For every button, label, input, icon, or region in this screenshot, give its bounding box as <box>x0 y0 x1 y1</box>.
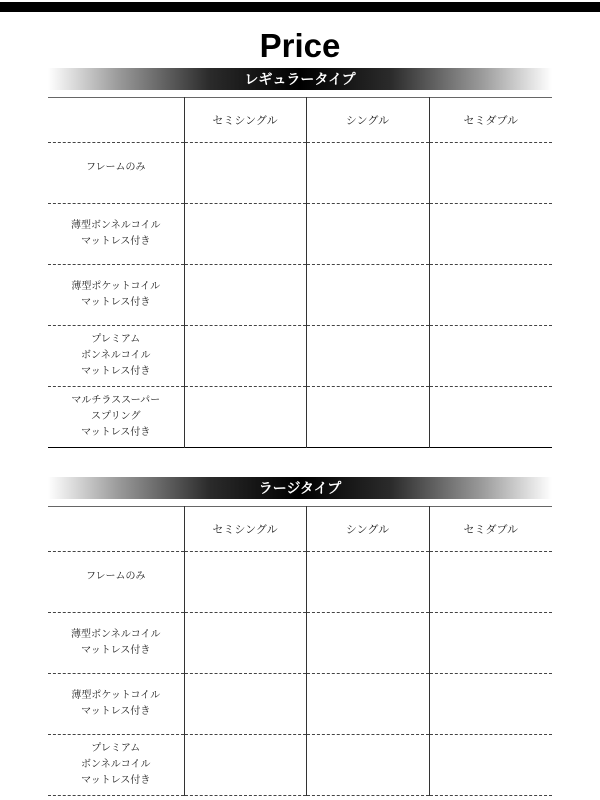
table-row <box>48 265 552 326</box>
row-label-line: プレミアム <box>91 743 141 754</box>
row-label-line: ボンネルコイル <box>81 350 151 361</box>
column-header: セミダブル <box>429 507 552 552</box>
table-row <box>48 143 552 204</box>
price-cell <box>306 552 429 613</box>
price-table-regular <box>48 97 552 448</box>
section-header-large: ラージタイプ <box>48 477 552 499</box>
row-label-line: 薄型ボンネルコイル <box>71 220 161 231</box>
table-row <box>48 552 552 613</box>
price-cell <box>429 552 552 613</box>
row-label <box>48 143 184 204</box>
row-label-line: マットレス付き <box>81 297 151 308</box>
price-cell <box>184 674 306 735</box>
price-cell <box>429 326 552 387</box>
table-row <box>48 674 552 735</box>
row-label-line: マットレス付き <box>81 427 151 438</box>
price-cell <box>184 326 306 387</box>
price-cell <box>429 387 552 448</box>
row-label <box>48 265 184 326</box>
table-row <box>48 387 552 448</box>
table-header-row <box>48 507 552 552</box>
price-cell <box>184 735 306 796</box>
price-cell <box>306 143 429 204</box>
row-label <box>48 735 184 796</box>
price-cell <box>306 674 429 735</box>
row-label <box>48 613 184 674</box>
row-label <box>48 204 184 265</box>
column-header: セミシングル <box>184 507 306 552</box>
row-label-line: マットレス付き <box>81 236 151 247</box>
row-label <box>48 552 184 613</box>
price-cell <box>184 613 306 674</box>
price-cell <box>429 204 552 265</box>
section-header-regular: レギュラータイプ <box>48 68 552 90</box>
table-row <box>48 735 552 796</box>
row-label-line: マルチラススーパー <box>71 395 161 406</box>
table-header-row <box>48 98 552 143</box>
price-cell <box>184 143 306 204</box>
column-header: シングル <box>306 98 429 143</box>
row-label-line: マットレス付き <box>81 775 151 786</box>
price-table-large <box>48 506 552 796</box>
price-cell <box>306 735 429 796</box>
price-cell <box>306 265 429 326</box>
table-row <box>48 613 552 674</box>
price-cell <box>429 674 552 735</box>
column-header: シングル <box>306 507 429 552</box>
price-cell <box>306 326 429 387</box>
header-empty-cell <box>48 507 184 552</box>
price-cell <box>306 204 429 265</box>
row-label-line: 薄型ポケットコイル <box>71 690 161 701</box>
price-cell <box>184 265 306 326</box>
table-row <box>48 204 552 265</box>
table-row <box>48 326 552 387</box>
price-cell <box>429 735 552 796</box>
row-label-line: 薄型ポケットコイル <box>71 281 161 292</box>
top-border-bar <box>0 2 600 12</box>
row-label-line: マットレス付き <box>81 366 151 377</box>
price-cell <box>184 387 306 448</box>
row-label-line: フレームのみ <box>85 162 146 173</box>
row-label-line: ボンネルコイル <box>81 759 151 770</box>
page-title: Price <box>259 27 341 64</box>
header-empty-cell <box>48 98 184 143</box>
row-label <box>48 387 184 448</box>
row-label-line: 薄型ボンネルコイル <box>71 629 161 640</box>
row-label <box>48 674 184 735</box>
row-label <box>48 326 184 387</box>
price-cell <box>184 204 306 265</box>
row-label-line: プレミアム <box>91 334 141 345</box>
column-header: セミシングル <box>184 98 306 143</box>
column-header: セミダブル <box>429 98 552 143</box>
price-cell <box>429 265 552 326</box>
price-cell <box>429 613 552 674</box>
row-label-line: マットレス付き <box>81 645 151 656</box>
row-label-line: スプリング <box>91 411 141 422</box>
price-cell <box>429 143 552 204</box>
row-label-line: フレームのみ <box>85 571 146 582</box>
price-cell <box>306 613 429 674</box>
row-label-line: マットレス付き <box>81 706 151 717</box>
price-cell <box>184 552 306 613</box>
price-cell <box>306 387 429 448</box>
